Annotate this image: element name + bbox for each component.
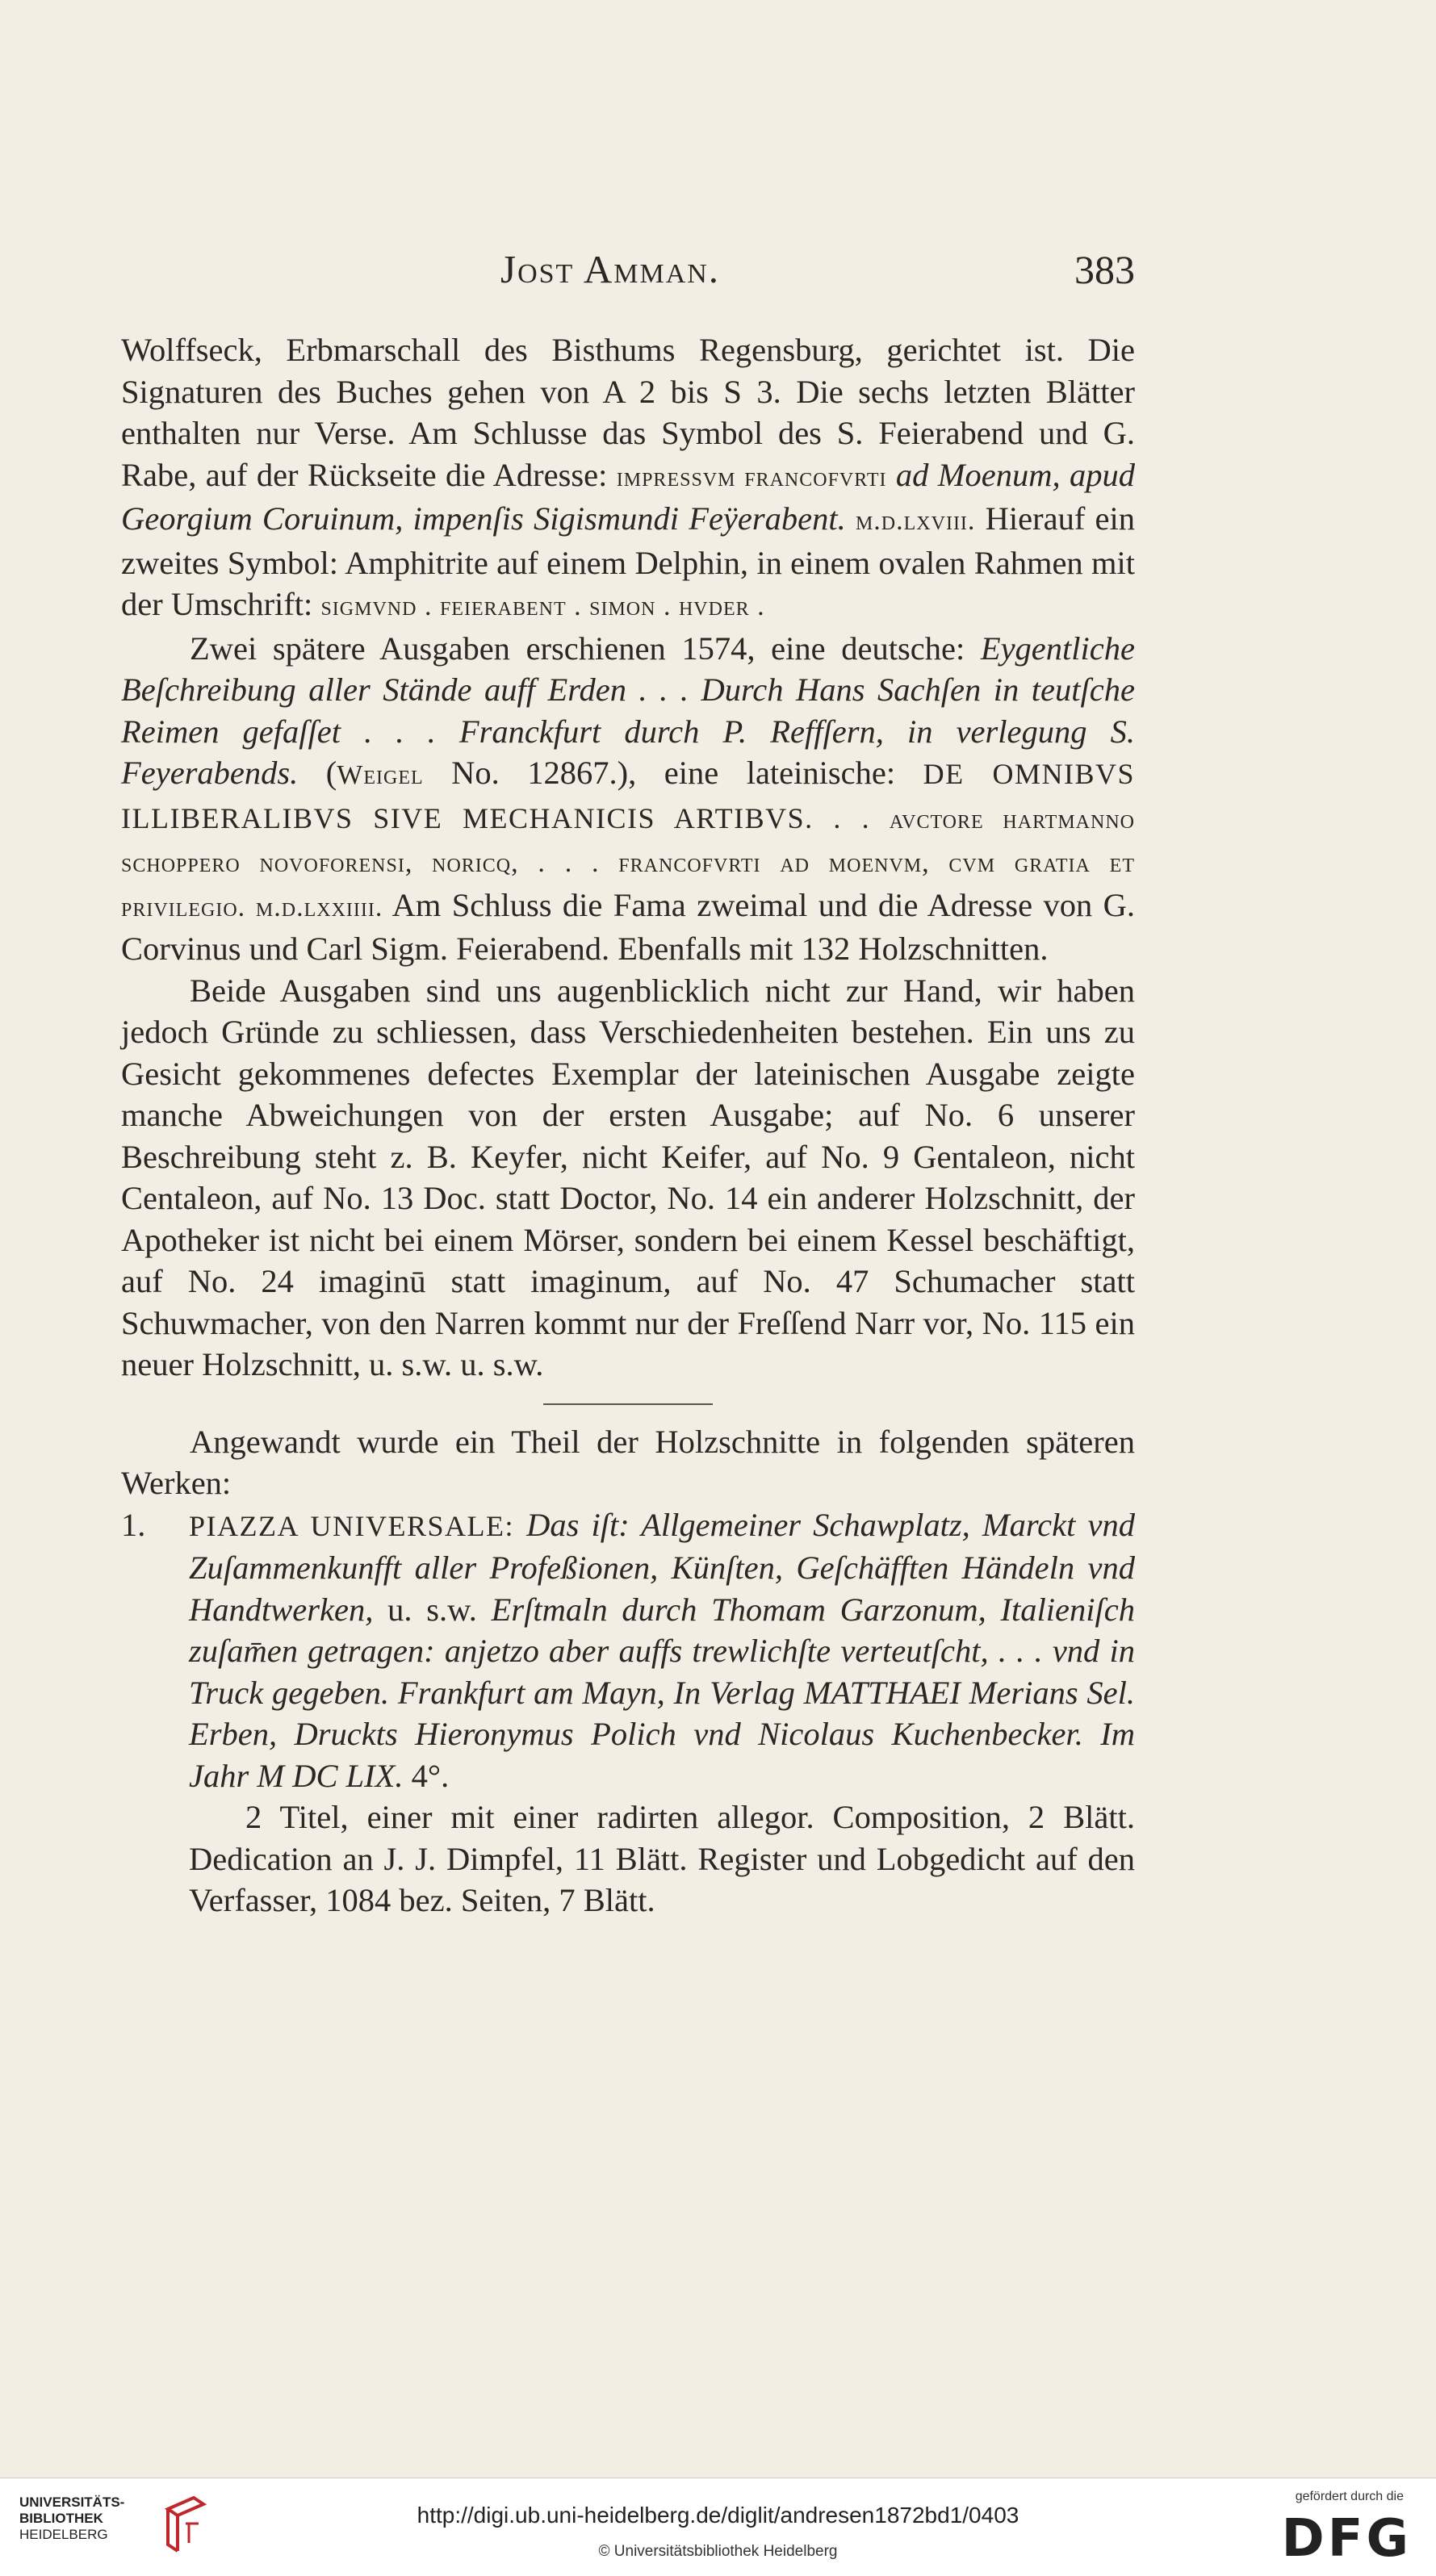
caps-title: DE OMNIBVS ILLIBERALIBVS SIVE MECHANICIS ARTIBVS. . . <box>121 758 1135 834</box>
library-name-line: BIBLIOTHEK <box>19 2511 103 2526</box>
section-divider <box>543 1403 713 1405</box>
page-body <box>121 329 1135 1922</box>
entry-title <box>189 1504 1135 1797</box>
page-number: 383 <box>1074 247 1135 292</box>
copyright-notice: © Universitätsbibliothek Heidelberg <box>598 2543 838 2560</box>
italic-text: Erſtmaln durch Thomam Garzonum, Italieniſch zuſam̄en getragen: anjetzo aber auffs trewlichſte verteutſcht, . . . vnd in Truck gegeben. Frankfurt am Mayn, In Verlag MATTHAEI Merians Sel. Erben, Druckts Hieronymus Polich vnd Nicolaus Kuchenbecker. Im Jahr M DC LIX. <box>189 1591 1135 1794</box>
small-caps-date: m.d.lxviii. <box>855 506 976 536</box>
text: Wolffseck, Erbmarschall des Bisthums Regensburg, gerichtet ist. Die Signaturen des Buches gehen von A 2 bis S 3. Die sechs letzten Blätter enthalten nur Verse. Am Schlusse das Symbol des S. Feierabend und G. Rabe, auf der Rückseite die Adresse: <box>121 332 1135 493</box>
italic-text: ad Moenum, apud Georgium Coruinum, impenſis Sigismundi Feÿerabent. <box>121 456 1135 537</box>
text: Zwei spätere Ausgaben erschienen 1574, eine deutsche: <box>190 629 981 667</box>
text: 4°. <box>403 1757 450 1794</box>
running-head <box>121 246 1135 295</box>
page-title: Jost Amman. <box>500 247 721 291</box>
footer-bar <box>0 2478 1436 2576</box>
library-name-line: UNIVERSITÄTS- <box>19 2494 125 2510</box>
text: Hierauf ein zweites Symbol: Amphitrite auf einem Delphin, in einem ovalen Rahmen mit der Umschrift: <box>121 500 1136 622</box>
small-caps-inscription: sigmvnd . feierabent . simon . hvder . <box>320 592 765 621</box>
list-item <box>121 1504 1135 1797</box>
small-caps-text: impressvm francofvrti <box>616 462 887 492</box>
dfg-logo: DFG <box>1281 2509 1412 2569</box>
paragraph-4: Angewandt wurde ein Theil der Holzschnitte in folgenden späteren Werken: <box>121 1423 1135 1501</box>
permalink-url[interactable]: http://digi.ub.uni-heidelberg.de/diglit/andresen1872bd1/0403 <box>417 2503 1019 2528</box>
paragraph-3: Beide Ausgaben sind uns augenblicklich nicht zur Hand, wir haben jedoch Gründe zu schliessen, dass Verschiedenheiten bestehen. Ein uns zu Gesicht gekommenes defectes Exemplar der lateinischen Ausgabe zeigte manche Abweichungen von der ersten Ausgabe; auf No. 6 unserer Beschreibung steht z. B. Keyfer, nicht Keifer, auf No. 9 Gentaleon, nicht Centaleon, auf No. 13 Doc. statt Doctor, No. 14 ein anderer Holzschnitt, der Apotheker ist nicht bei einem Mörser, sondern bei einem Kessel beschäftigt, auf No. 24 imaginū statt imaginum, auf No. 47 Schumacher statt Schuwmacher, von den Narren kommt nur der Freſſend Narr vor, No. 115 ein neuer Holzschnitt, u. s.w. u. s.w. <box>121 972 1135 1382</box>
small-caps-imprint: avctore hartmanno schoppero novoforensi, noricq, . . . francofvrti ad moenvm, cvm gratia et privilegio. m.d.lxxiiii. <box>121 804 1135 922</box>
text: No. 12867.), eine lateinische: <box>423 755 923 791</box>
entry-description: 2 Titel, einer mit einer radirten allegor. Composition, 2 Blätt. Dedication an J. J. Dimpfel, 11 Blätt. Register und Lobgedicht auf den Verfasser, 1084 bez. Seiten, 7 Blätt. <box>189 1799 1135 1918</box>
text: Am Schluss die Fama zweimal und die Adresse von G. Corvinus und Carl Sigm. Feierabend. Ebenfalls mit 132 Holzschnitten. <box>121 886 1135 967</box>
funding-label: gefördert durch die <box>1295 2490 1404 2503</box>
caps-text: PIAZZA UNIVERSALE: <box>189 1509 514 1542</box>
paragraph-1 <box>121 329 1135 628</box>
library-name-line: HEIDELBERG <box>19 2527 108 2542</box>
italic-title: Eygentliche Beſchreibung aller Stände auff Erden . . . Durch Hans Sachſen in teutſche Reimen gefaſſet . . . Franckfurt durch P. Reffſern, in verlegung S. Feyerabends. <box>121 629 1135 791</box>
paragraph-2 <box>121 628 1135 970</box>
text: u. s.w. <box>373 1591 492 1628</box>
entry-number: 1. <box>121 1506 146 1543</box>
italic-text: Das iſt: Allgemeiner Schawplatz, Marckt vnd Zuſammenkunfft aller Profeßionen, Künſten, Geſchäfften Händeln vnd Handtwerken, <box>189 1506 1135 1628</box>
small-caps-author: Weigel <box>337 760 424 790</box>
text: ( <box>298 755 337 791</box>
